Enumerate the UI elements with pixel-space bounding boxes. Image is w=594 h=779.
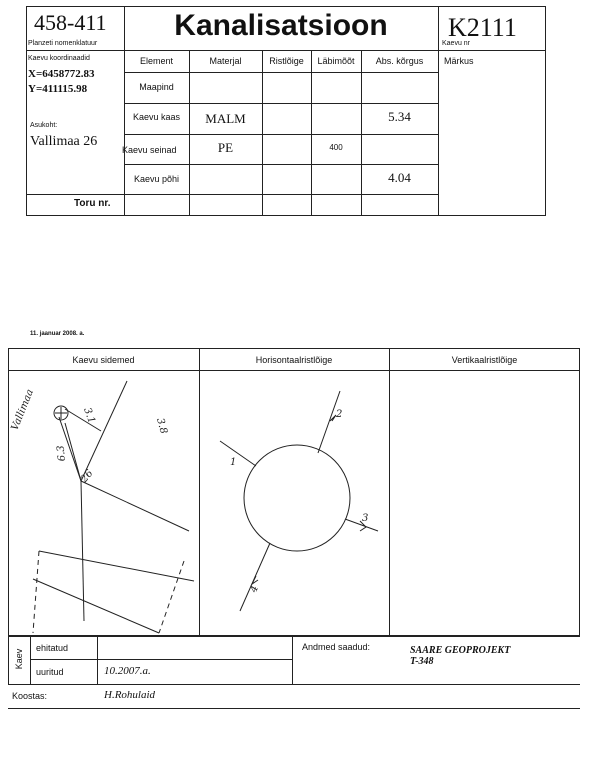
divider — [124, 103, 438, 104]
panel-title-horizontal: Horisontaalristlõige — [255, 355, 333, 365]
source-label: Andmed saadud: — [302, 642, 371, 652]
dim-label: 3.8 — [154, 416, 169, 436]
sheet-code: 458-411 — [34, 10, 107, 35]
sheet-label: Planzeti nomenklatuur — [28, 40, 98, 47]
col-header-section: Ristlõige — [269, 56, 304, 66]
dim-label: 3.1 — [81, 406, 97, 425]
divider — [292, 636, 293, 684]
date-line: 11. jaanuar 2008. a. — [30, 331, 85, 337]
panel-title-vertical: Vertikaalristlõige — [451, 355, 518, 365]
divider — [361, 50, 362, 216]
well-cross-section — [244, 445, 350, 551]
author-label: Koostas: — [12, 691, 48, 701]
divider — [124, 134, 438, 135]
divider — [311, 50, 312, 216]
markus-label: Märkus — [444, 56, 474, 66]
dim-label: 6.3 — [55, 444, 68, 462]
horizontal-section-sketch — [200, 371, 389, 635]
source-value-code: T-348 — [410, 656, 434, 667]
divider — [124, 72, 438, 73]
row-material: MALM — [205, 111, 246, 126]
col-header-element: Element — [139, 56, 174, 66]
street-label: Vallimaa — [9, 387, 36, 433]
row-diameter: 400 — [329, 143, 343, 152]
source-value: SAARE GEOPROJEKT — [410, 645, 511, 656]
divider — [97, 636, 98, 684]
location-value: Vallimaa 26 — [30, 134, 98, 149]
divider — [30, 636, 31, 684]
pipe-label: 3 — [362, 513, 369, 524]
row-element: Kaevu kaas — [132, 112, 181, 122]
row-material: PE — [217, 140, 234, 155]
coords-label: Kaevu koordinaadid — [28, 55, 90, 62]
row-height: 5.34 — [388, 109, 411, 124]
divider — [8, 684, 580, 685]
pipe-label: 1 — [230, 457, 237, 468]
divider — [8, 636, 580, 637]
pipe-label: 4 — [248, 584, 261, 595]
house-number: 26 — [78, 468, 96, 485]
col-header-material: Materjal — [209, 56, 242, 66]
divider — [438, 6, 439, 216]
kaev-label: Kaev — [14, 648, 24, 670]
pipe-line — [220, 441, 256, 466]
toru-label: Toru nr. — [74, 198, 111, 209]
pipe-line — [318, 391, 343, 453]
row-height: 4.04 — [388, 170, 411, 185]
divider — [26, 194, 124, 195]
divider — [262, 50, 263, 216]
col-header-height: Abs. kõrgus — [375, 56, 424, 66]
coord-x: X=6458772.83 — [28, 68, 95, 80]
built-label: ehitatud — [36, 643, 69, 653]
coord-y: Y=411115.98 — [28, 83, 88, 95]
divider — [189, 50, 190, 216]
page-title: Kanalisatsioon — [174, 9, 388, 42]
location-label: Asukoht: — [30, 122, 58, 129]
author-value: H.Rohulaid — [104, 689, 156, 701]
divider — [8, 636, 9, 684]
divider — [30, 659, 292, 660]
col-header-diameter: Läbimõõt — [317, 56, 355, 66]
well-links-sketch — [9, 371, 199, 635]
well-number: K2111 — [448, 13, 517, 42]
divider — [124, 164, 438, 165]
divider — [389, 348, 390, 636]
divider — [26, 50, 546, 51]
row-element: Maapind — [139, 82, 174, 92]
pipe-label: 2 — [336, 409, 343, 420]
divider — [8, 708, 580, 709]
surveyed-label: uuritud — [36, 667, 64, 677]
surveyed-value: 10.2007.a. — [104, 665, 151, 677]
divider — [124, 194, 438, 195]
row-element: Kaevu põhi — [133, 174, 180, 184]
panel-title-links: Kaevu sidemed — [72, 355, 135, 365]
well-number-label: Kaevu nr — [442, 40, 471, 47]
row-element: Kaevu seinad — [122, 145, 177, 155]
